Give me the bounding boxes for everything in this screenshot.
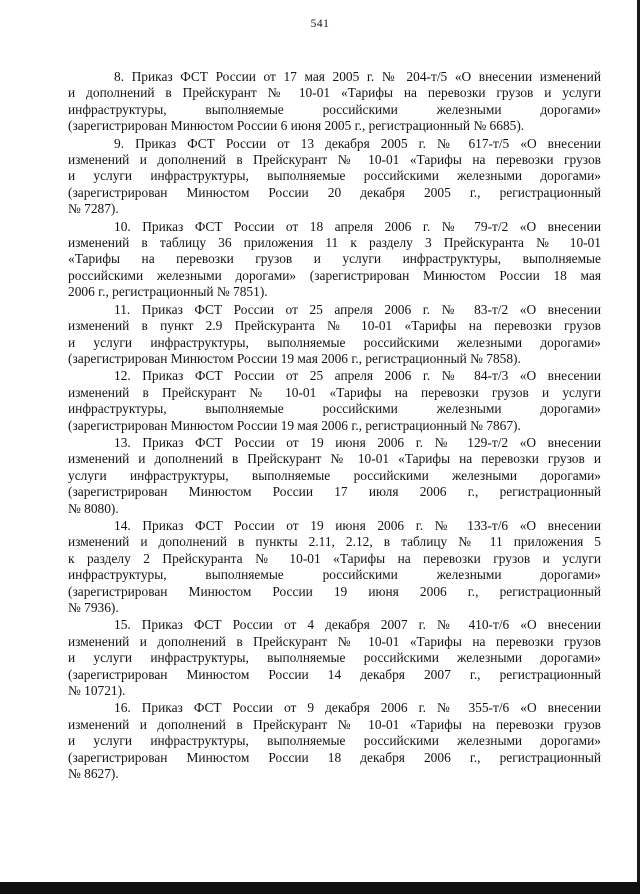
- order-item-line: инфраструктуры, выполняемые российскими железными дорогами»: [68, 101, 601, 117]
- order-item-line: № 7287).: [68, 201, 119, 217]
- order-item-line: № 8627).: [68, 766, 119, 782]
- order-item-line: и услуги инфраструктуры, выполняемые российскими железными дорогами»: [68, 733, 601, 749]
- order-item-line: 14. Приказ ФСТ России от 19 июня 2006 г. № 133-т/6 «О внесении: [114, 517, 601, 533]
- order-item-line: изменений в Прейскурант № 10-01 «Тарифы на перевозки грузов и услуги: [68, 384, 601, 400]
- order-item-line: изменений и дополнений в Прейскурант № 10-01 «Тарифы на перевозки грузов: [68, 633, 601, 649]
- order-item-line: (зарегистрирован Минюстом России 18 декабря 2006 г., регистрационный: [68, 749, 601, 765]
- order-item: [68, 435, 601, 517]
- order-item-line: 8. Приказ ФСТ России от 17 мая 2005 г. № 204-т/5 «О внесении изменений: [114, 69, 601, 84]
- order-item-line: и услуги инфраструктуры, выполняемые российскими железными дорогами»: [68, 168, 601, 184]
- order-item-line: изменений и дополнений в Прейскурант № 10-01 «Тарифы на перевозки грузов: [68, 716, 601, 732]
- order-item-line: 16. Приказ ФСТ России от 9 декабря 2006 г. № 355-т/6 «О внесении: [114, 700, 601, 716]
- order-item-line: № 7936).: [68, 600, 119, 615]
- order-item: [68, 219, 601, 301]
- order-item-line: № 10721).: [68, 683, 126, 699]
- order-item-line: к разделу 2 Прейскуранта № 10-01 «Тарифы на перевозки грузов и услуги: [68, 550, 601, 566]
- order-item: [68, 368, 601, 434]
- order-item-line: (зарегистрирован Минюстом России 6 июня 2005 г., регистрационный № 6685).: [68, 118, 525, 134]
- order-item-line: 11. Приказ ФСТ России от 25 апреля 2006 г. № 83-т/2 «О внесении: [114, 301, 601, 317]
- order-item-line: изменений в пункт 2.9 Прейскуранта № 10-01 «Тарифы на перевозки грузов: [68, 318, 601, 334]
- order-item-line: инфраструктуры, выполняемые российскими железными дорогами»: [68, 401, 601, 417]
- order-item-line: 15. Приказ ФСТ России от 4 декабря 2007 г. № 410-т/6 «О внесении: [114, 617, 601, 633]
- order-item-line: инфраструктуры, выполняемые российскими железными дорогами»: [68, 567, 601, 583]
- order-item: [68, 136, 601, 218]
- order-item-line: (зарегистрирован Минюстом России 20 декабря 2005 г., регистрационный: [68, 184, 601, 200]
- order-item: [68, 69, 601, 135]
- order-item-line: (зарегистрирован Минюстом России 19 мая 2006 г., регистрационный № 7858).: [68, 350, 521, 366]
- order-item-line: 2006 г., регистрационный № 7851).: [68, 284, 268, 300]
- order-item-line: (зарегистрирован Минюстом России 19 июня 2006 г., регистрационный: [68, 583, 601, 599]
- order-item-line: «Тарифы на перевозки грузов и услуги инфраструктуры, выполняемые: [68, 251, 601, 267]
- order-item-line: российскими железными дорогами» (зарегистрирован Минюстом России 18 мая: [68, 267, 601, 283]
- order-item-line: (зарегистрирован Минюстом России 19 мая 2006 г., регистрационный № 7867).: [68, 417, 521, 433]
- order-item-line: № 8080).: [68, 500, 119, 516]
- order-item-line: и услуги инфраструктуры, выполняемые российскими железными дорогами»: [68, 334, 601, 350]
- order-item-line: 10. Приказ ФСТ России от 18 апреля 2006 г. № 79-т/2 «О внесении: [114, 218, 601, 234]
- page-number: 541: [310, 18, 330, 30]
- order-item-line: изменений в таблицу 36 приложения 11 к разделу 3 Прейскуранта № 10-01: [68, 235, 601, 251]
- order-item-line: и услуги инфраструктуры, выполняемые российскими железными дорогами»: [68, 650, 601, 666]
- order-item: [68, 518, 601, 616]
- order-item-line: услуги инфраструктуры, выполняемые российскими железными дорогами»: [68, 467, 601, 483]
- scan-border-bottom: [0, 882, 640, 894]
- order-item: [68, 700, 601, 782]
- order-item: [68, 617, 601, 699]
- document-body: [68, 69, 601, 782]
- order-item-line: (зарегистрирован Минюстом России 17 июля 2006 г., регистрационный: [68, 484, 601, 500]
- order-item-line: (зарегистрирован Минюстом России 14 декабря 2007 г., регистрационный: [68, 666, 601, 682]
- order-item-line: изменений и дополнений в Прейскурант № 10-01 «Тарифы на перевозки грузов: [68, 152, 601, 168]
- order-item-line: 12. Приказ ФСТ России от 25 апреля 2006 г. № 84-т/3 «О внесении: [114, 368, 601, 384]
- order-item-line: 13. Приказ ФСТ России от 19 июня 2006 г. № 129-т/2 «О внесении: [114, 434, 601, 450]
- order-item: [68, 302, 601, 368]
- order-item-line: 9. Приказ ФСТ России от 13 декабря 2005 г. № 617-т/5 «О внесении: [114, 135, 601, 151]
- order-item-line: изменений и дополнений в пункты 2.11, 2.12, в таблицу № 11 приложения 5: [68, 534, 601, 550]
- order-item-line: изменений и дополнений в Прейскурант № 10-01 «Тарифы на перевозки грузов и: [68, 451, 601, 467]
- order-item-line: и дополнений в Прейскурант № 10-01 «Тарифы на перевозки грузов и услуги: [68, 85, 601, 101]
